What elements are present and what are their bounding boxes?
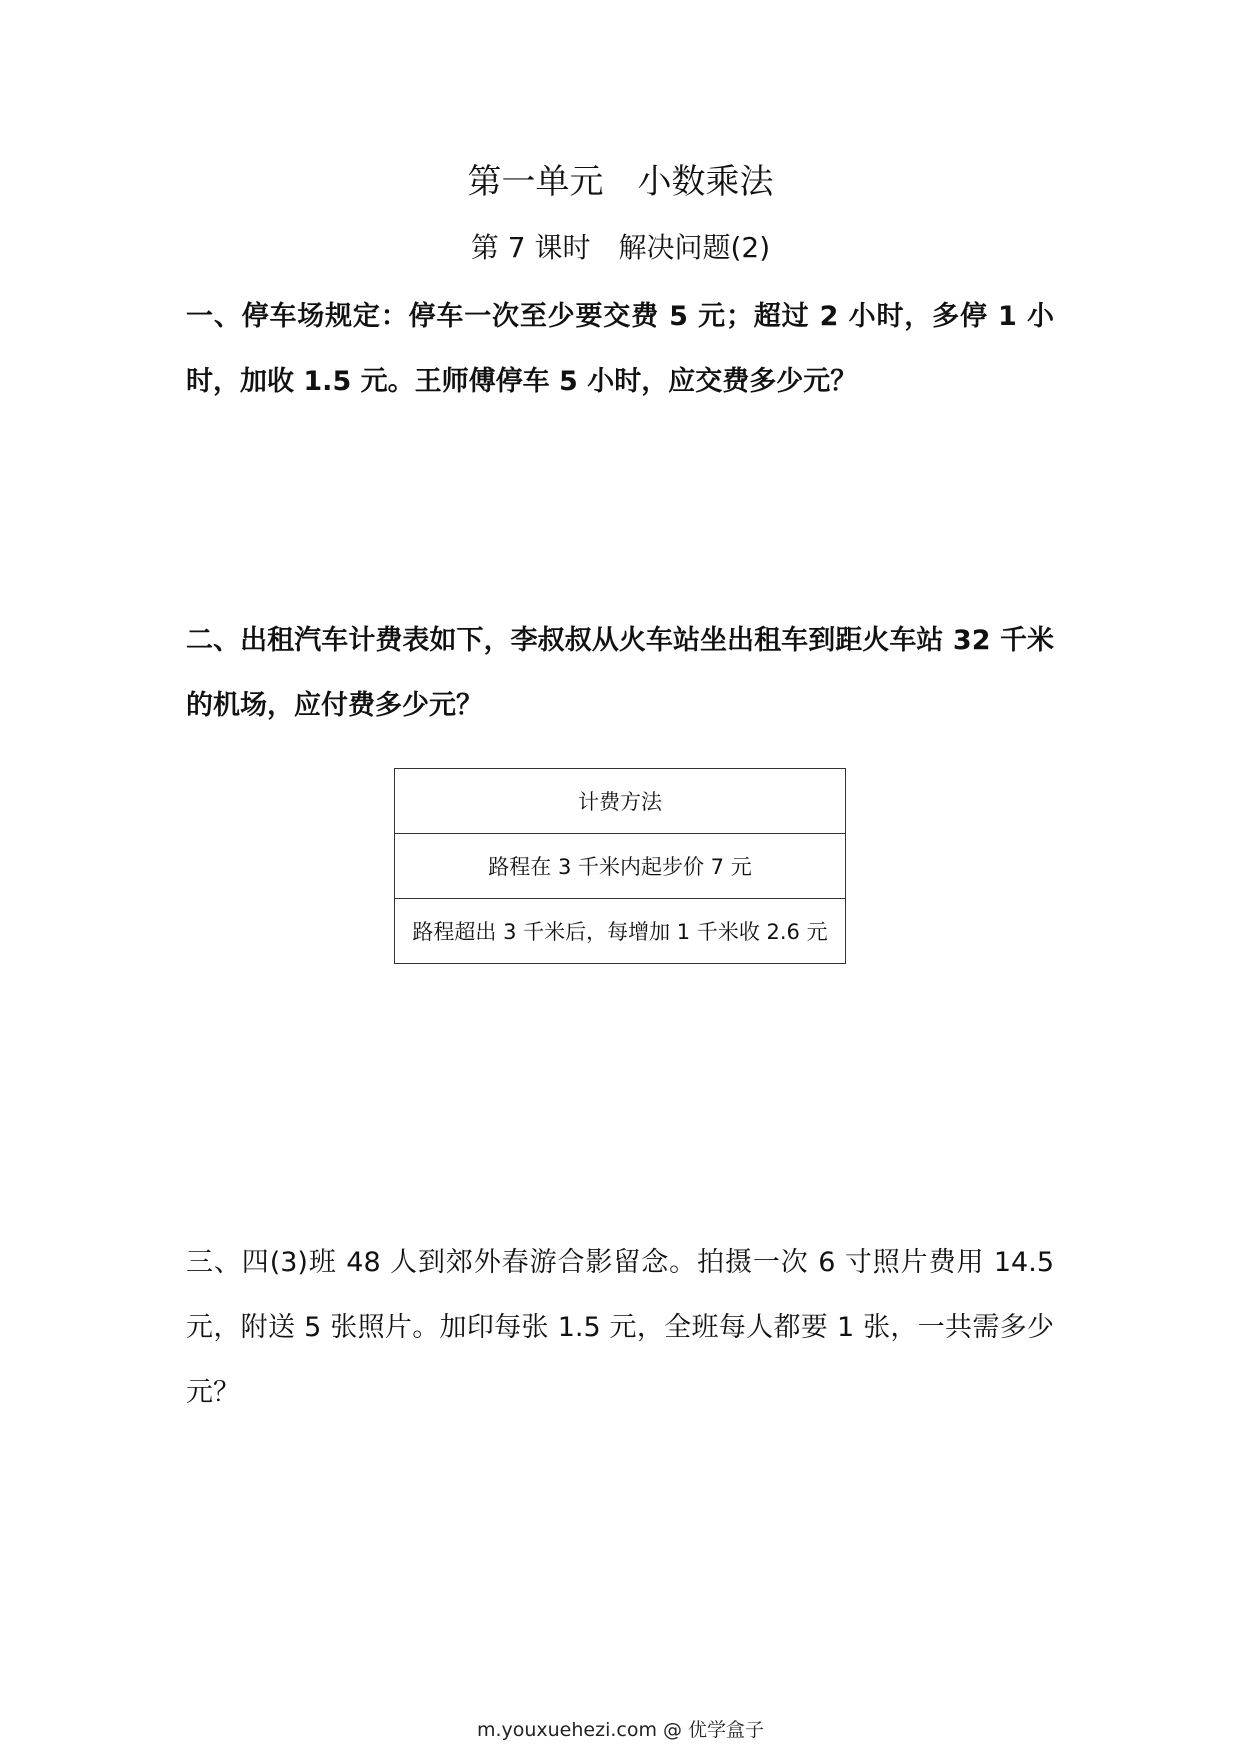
fee-table-header: 计费方法 xyxy=(395,769,846,834)
fee-table xyxy=(394,768,846,964)
question-3: 三、四(3)班 48 人到郊外春游合影留念。拍摄一次 6 寸照片费用 14.5 元，附送 5 张照片。加印每张 1.5 元，全班每人都要 1 张，一共需多少元？ xyxy=(186,1247,1054,1408)
question-1: 一、停车场规定：停车一次至少要交费 5 元；超过 2 小时，多停 1 小时，加收 1.5 元。王师傅停车 5 小时，应交费多少元？ xyxy=(186,301,1054,397)
table-row xyxy=(395,769,846,834)
lesson-subtitle: 第 7 课时 解决问题(2) xyxy=(470,231,771,264)
page-title: 第一单元 小数乘法 xyxy=(467,162,774,202)
table-row xyxy=(395,834,846,899)
table-row xyxy=(395,899,846,964)
fee-table-cell: 路程超出 3 千米后，每增加 1 千米收 2.6 元 xyxy=(395,899,846,964)
fee-table-cell: 路程在 3 千米内起步价 7 元 xyxy=(395,834,846,899)
question-2: 二、出租汽车计费表如下，李叔叔从火车站坐出租车到距火车站 32 千米的机场，应付费多少元？ xyxy=(186,625,1054,721)
footer-watermark: m.youxuehezi.com @ 优学盒子 xyxy=(476,1719,765,1741)
